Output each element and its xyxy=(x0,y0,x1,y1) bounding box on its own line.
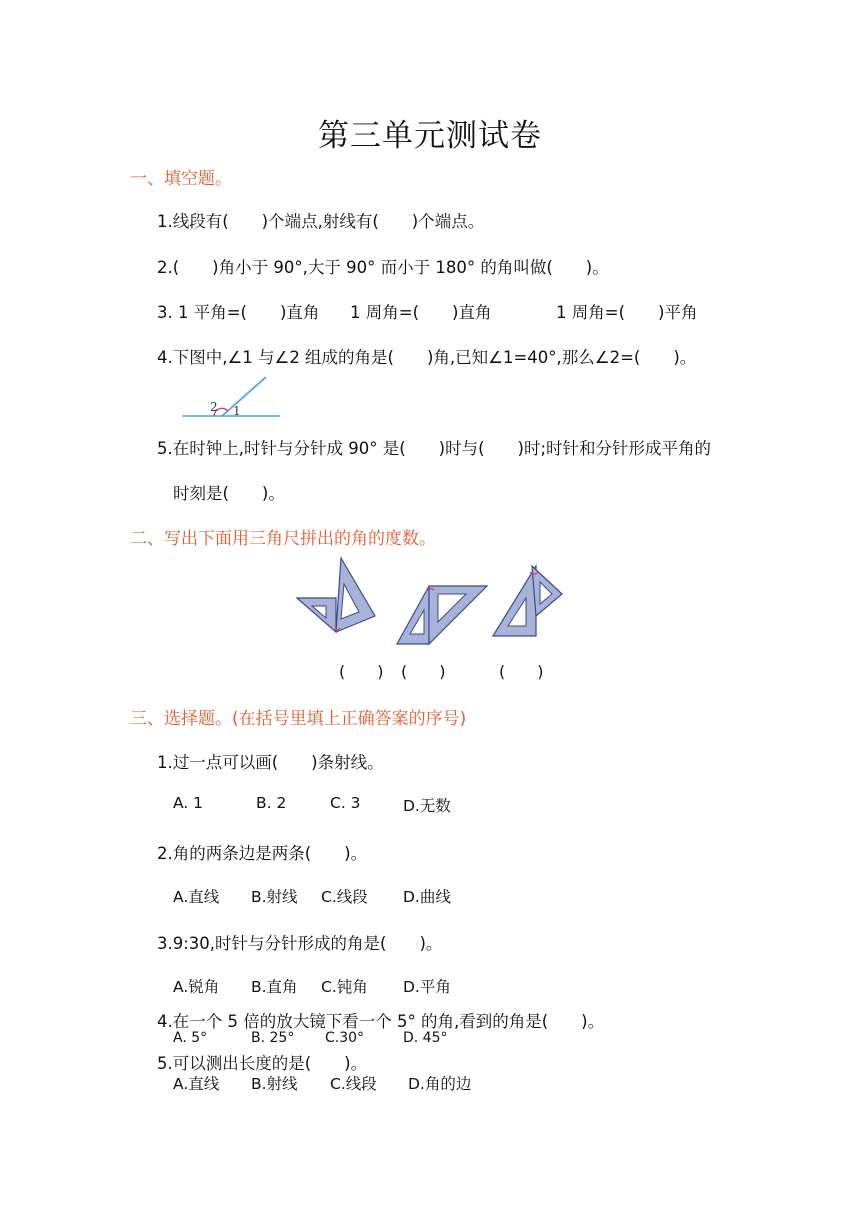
section-choice-heading: 三、选择题。(在括号里填上正确答案的序号) xyxy=(130,709,467,729)
choice-question-3: 3.9:30,时针与分针形成的角是( )。 xyxy=(157,934,443,953)
choice-question-5: 5.可以测出长度的是( )。 xyxy=(157,1054,368,1073)
fill-question-5a: 5.在时钟上,时针与分针成 90° 是( )时与( )时;时针和分针形成平角的 xyxy=(157,439,712,458)
choice-1-option-a: A. 1 xyxy=(173,794,204,812)
choice-5-option-a: A.直线 xyxy=(173,1075,220,1093)
angle-figure xyxy=(180,374,290,422)
choice-question-4: 4.在一个 5 倍的放大镜下看一个 5° 的角,看到的角是( )。 xyxy=(157,1012,605,1031)
choice-5-option-b: B.射线 xyxy=(251,1075,298,1093)
choice-4-option-a: A. 5° xyxy=(173,1030,208,1046)
fill-question-5b: 时刻是( )。 xyxy=(173,484,285,503)
section-triangles-heading: 二、写出下面用三角尺拼出的角的度数。 xyxy=(130,529,436,549)
page-title: 第三单元测试卷 xyxy=(318,118,542,154)
choice-5-option-c: C.线段 xyxy=(330,1075,377,1093)
fill-question-3a: 3. 1 平角=( )直角 xyxy=(157,303,320,322)
choice-4-option-c: C.30° xyxy=(325,1030,365,1046)
triangle-set-1 xyxy=(296,556,376,636)
choice-question-2: 2.角的两条边是两条( )。 xyxy=(157,844,368,863)
triangle-set-2 xyxy=(396,584,490,646)
choice-2-option-c: C.线段 xyxy=(321,888,368,906)
fill-question-2: 2.( )角小于 90°,大于 90° 而小于 180° 的角叫做( )。 xyxy=(157,258,609,277)
choice-3-option-b: B.直角 xyxy=(251,978,298,996)
triangle-answer-3: ( ) xyxy=(499,662,544,681)
section-fill-heading: 一、填空题。 xyxy=(130,169,232,189)
choice-4-option-b: B. 25° xyxy=(251,1030,295,1046)
fill-question-3c: 1 周角=( )平角 xyxy=(556,303,698,322)
angle-label-1: 1 xyxy=(233,404,241,418)
choice-2-option-b: B.射线 xyxy=(251,888,298,906)
choice-2-option-a: A.直线 xyxy=(173,888,220,906)
choice-3-option-c: C.钝角 xyxy=(321,978,368,996)
choice-1-option-d: D.无数 xyxy=(403,797,451,815)
triangle-answer-2: ( ) xyxy=(401,662,446,681)
choice-2-option-d: D.曲线 xyxy=(403,888,451,906)
fill-question-3b: 1 周角=( )直角 xyxy=(350,303,492,322)
fill-question-1: 1.线段有( )个端点,射线有( )个端点。 xyxy=(157,212,485,231)
fill-question-4: 4.下图中,∠1 与∠2 组成的角是( )角,已知∠1=40°,那么∠2=( )。 xyxy=(157,348,697,367)
choice-1-option-b: B. 2 xyxy=(256,794,287,812)
angle-label-2: 2 xyxy=(210,400,218,414)
triangle-set-3 xyxy=(492,564,564,638)
choice-4-option-d: D. 45° xyxy=(403,1030,448,1046)
choice-1-option-c: C. 3 xyxy=(330,794,361,812)
choice-question-1: 1.过一点可以画( )条射线。 xyxy=(157,753,384,772)
choice-5-option-d: D.角的边 xyxy=(408,1075,472,1093)
triangle-answer-1: ( ) xyxy=(339,662,384,681)
choice-3-option-d: D.平角 xyxy=(403,978,451,996)
choice-3-option-a: A.锐角 xyxy=(173,978,220,996)
